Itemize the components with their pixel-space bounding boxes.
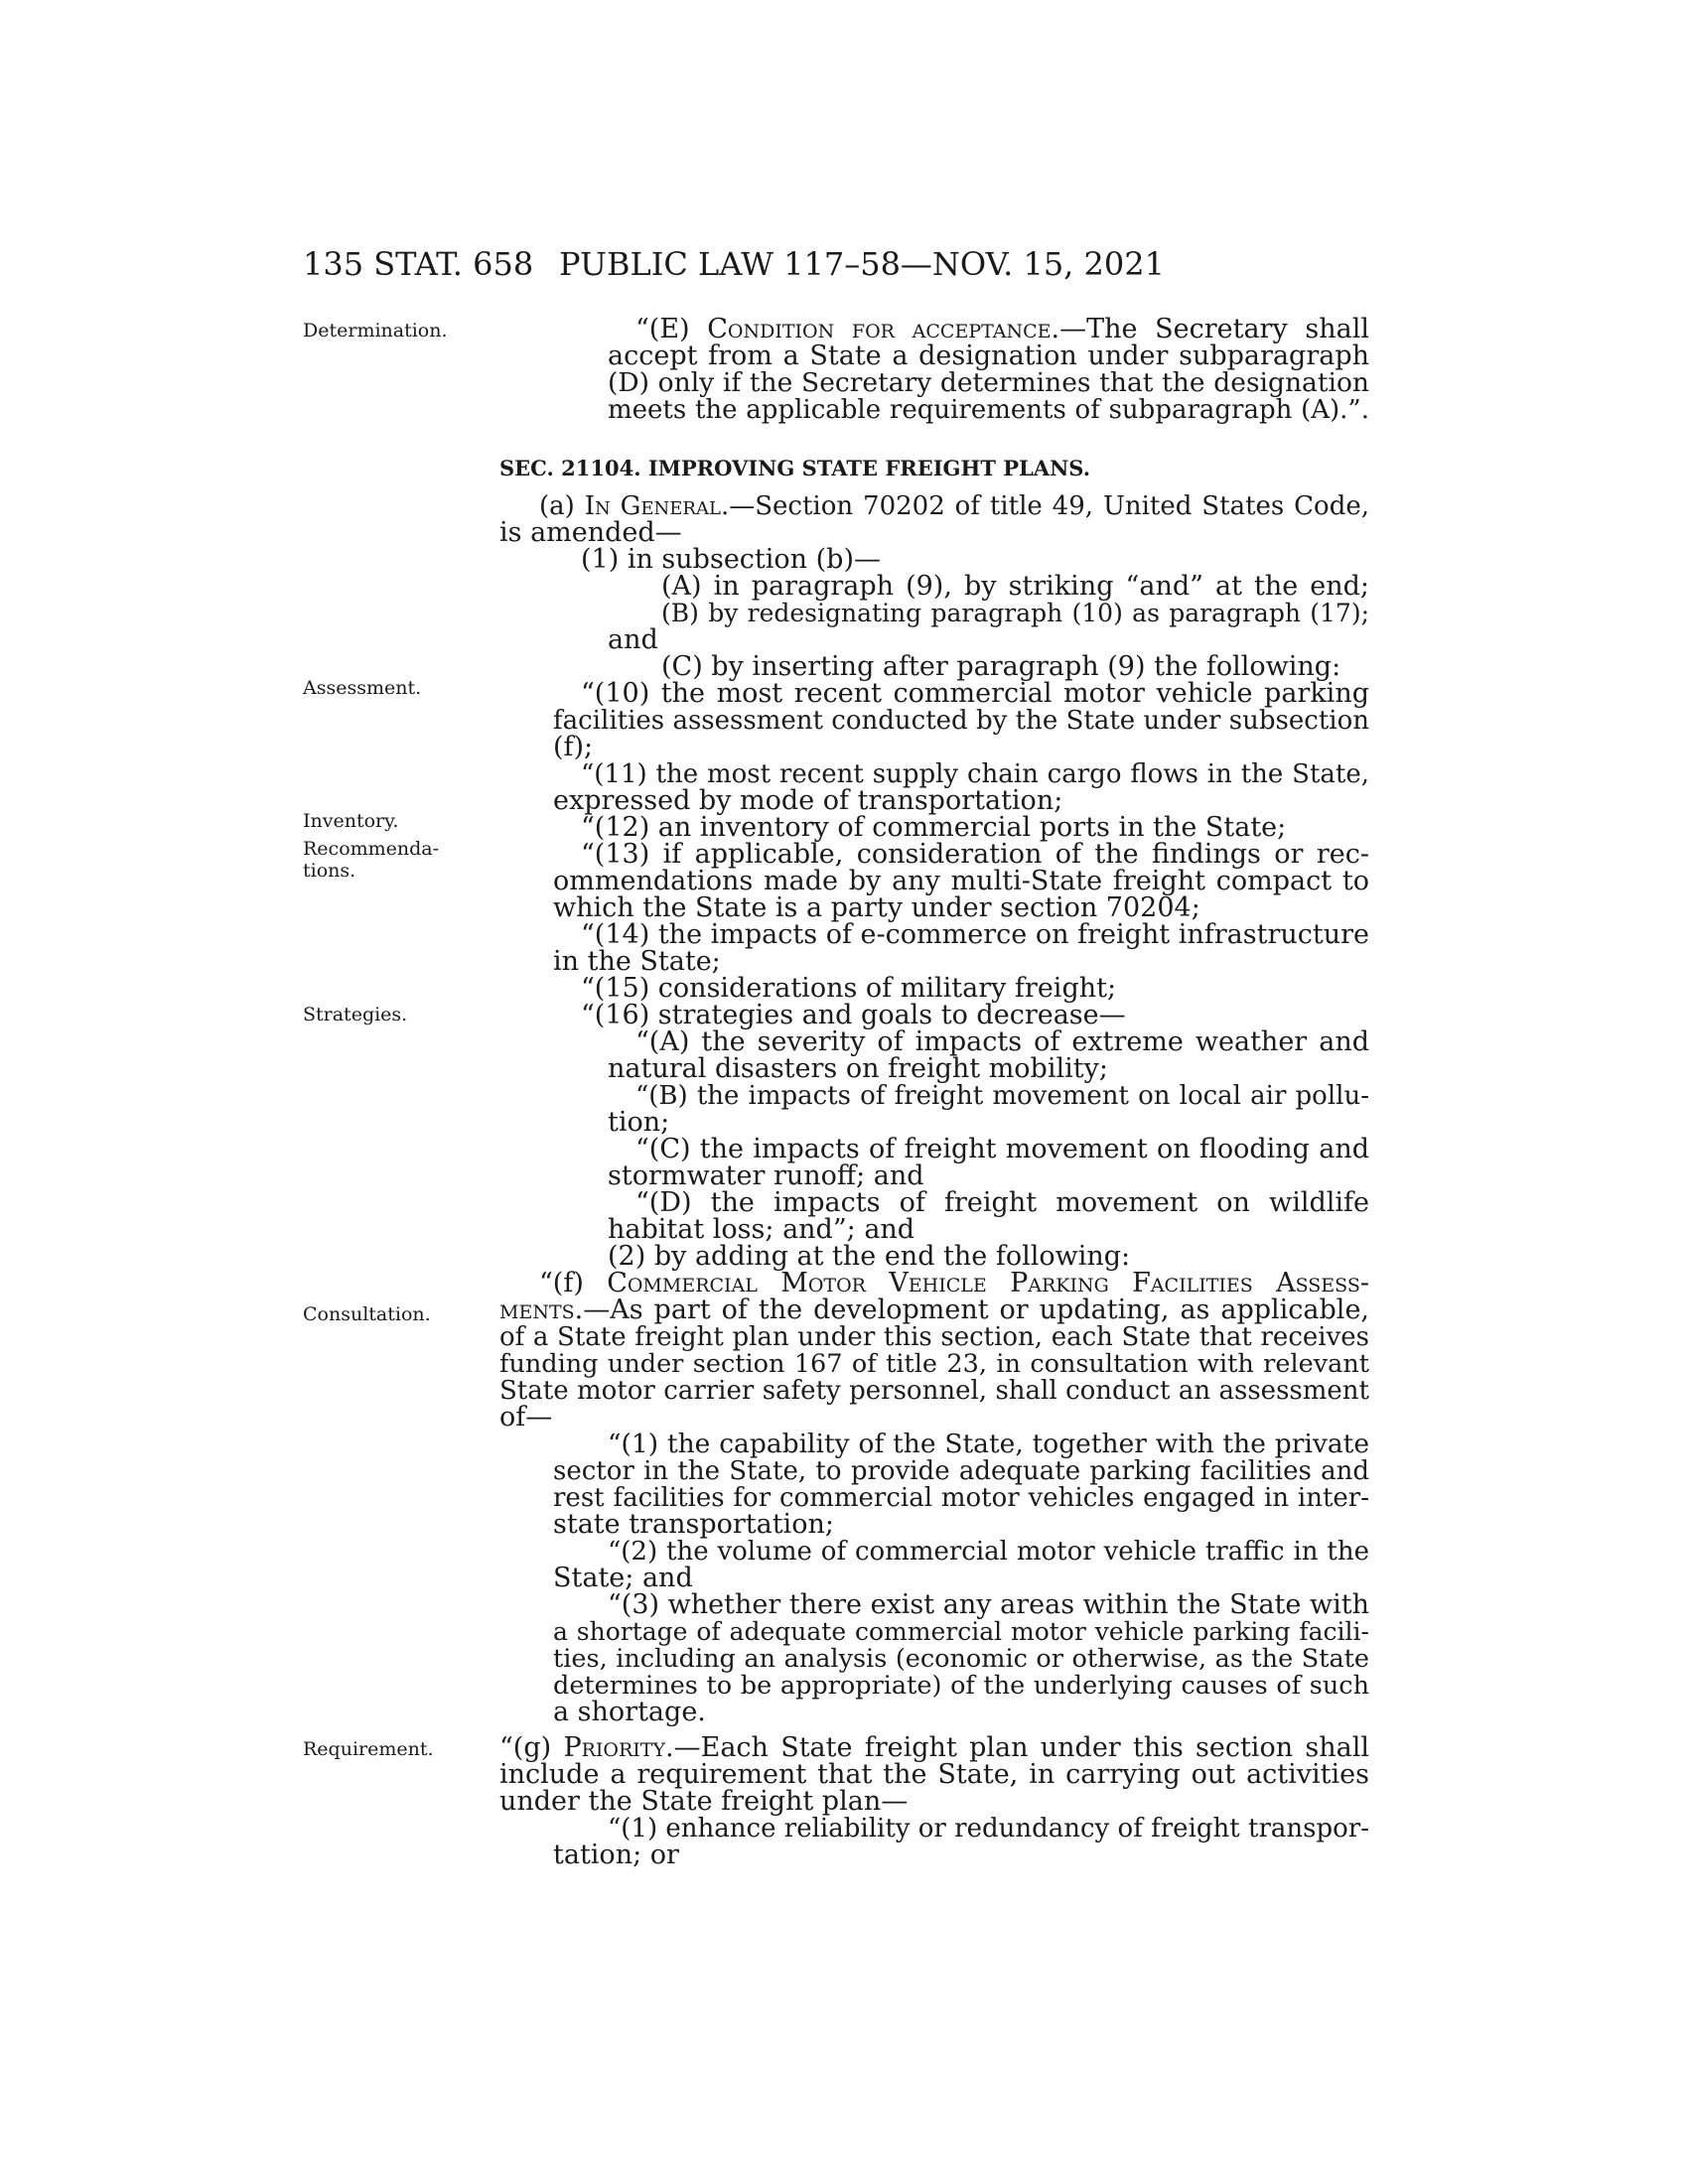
text-run: .—As part of the development or updating, as applicable,: [574, 1297, 1369, 1324]
margin-note-assessment: Assessment.: [303, 677, 422, 699]
text-line: of a State freight plan under this section, each State that receives: [499, 1323, 1369, 1351]
text-line: meets the applicable requirements of subparagraph (A).”.: [608, 396, 1369, 424]
text-line: funding under section 167 of title 23, in consultation with relevant: [499, 1350, 1369, 1378]
public-law-header: PUBLIC LAW 117–58—NOV. 15, 2021: [559, 245, 1165, 283]
text-run: “(g): [499, 1734, 564, 1762]
text-line: “(C) the impacts of freight movement on flooding and: [635, 1136, 1369, 1163]
text-line: “(2) the volume of commercial motor vehicle traffic in the: [608, 1538, 1369, 1566]
text-line: “(13) if applicable, consideration of the findings or rec-: [581, 841, 1369, 869]
text-run: .—Each State freight plan under this section shall: [665, 1734, 1369, 1762]
text-line: “(10) the most recent commercial motor vehicle parking: [581, 680, 1369, 708]
text-line: (A) in paragraph (9), by striking “and” at the end;: [661, 573, 1369, 601]
text-line: “(16) strategies and goals to decrease—: [581, 1002, 1126, 1029]
margin-note-recommendations: Recommenda-: [303, 838, 440, 860]
text-line: tion;: [608, 1109, 670, 1137]
text-line: is amended—: [499, 519, 682, 547]
small-caps-run: Priority: [563, 1734, 666, 1762]
text-line: facilities assessment conducted by the State under subsection: [553, 707, 1369, 735]
small-caps-run: Commercial Motor Vehicle Parking Facilities Assess-: [607, 1270, 1369, 1297]
text-line: State motor carrier safety personnel, shall conduct an assessment: [499, 1377, 1369, 1405]
margin-note-recommendations-cont: tions.: [303, 860, 356, 882]
text-line: (2) by adding at the end the following:: [608, 1243, 1131, 1271]
text-line: ties, including an analysis (economic or otherwise, as the State: [553, 1645, 1369, 1673]
text-line: include a requirement that the State, in carrying out activities: [499, 1761, 1369, 1789]
text-run: (a): [539, 492, 585, 520]
margin-note-consultation: Consultation.: [303, 1303, 431, 1325]
text-line: sector in the State, to provide adequate parking facilities and: [553, 1457, 1369, 1485]
small-caps-run: Condition for acceptance: [707, 316, 1052, 343]
text-line: (B) by redesignating paragraph (10) as paragraph (17);: [661, 600, 1369, 627]
text-line: “(A) the severity of impacts of extreme weather and: [635, 1028, 1369, 1056]
text-line: (C) by inserting after paragraph (9) the following:: [661, 653, 1341, 681]
text-line: “(1) enhance reliability or redundancy of freight transpor-: [608, 1815, 1369, 1843]
text-line: stormwater runoff; and: [608, 1162, 924, 1190]
margin-note-determination: Determination.: [303, 320, 448, 341]
text-line: habitat loss; and”; and: [608, 1216, 915, 1244]
text-line: in the State;: [553, 948, 721, 976]
text-line: [539, 1270, 1369, 1297]
text-line: and: [608, 626, 658, 654]
text-line: “(15) considerations of military freight;: [581, 975, 1117, 1003]
text-line: [499, 1734, 1369, 1762]
text-line: a shortage of adequate commercial motor vehicle parking facili-: [553, 1618, 1369, 1646]
text-line: natural disasters on freight mobility;: [608, 1055, 1108, 1083]
small-caps-run: ments: [499, 1297, 575, 1324]
text-line: (f);: [553, 734, 594, 761]
text-line: rest facilities for commercial motor vehicles engaged in inter-: [553, 1484, 1369, 1512]
text-line: of—: [499, 1404, 553, 1432]
text-line: (D) only if the Secretary determines that the designation: [608, 369, 1369, 397]
text-line: expressed by mode of transportation;: [553, 787, 1063, 815]
text-run: “(E): [635, 316, 708, 343]
margin-note-inventory: Inventory.: [303, 810, 399, 832]
margin-note-strategies: Strategies.: [303, 1004, 408, 1025]
text-line: (1) in subsection (b)—: [581, 546, 881, 574]
stat-page-number: 135 STAT. 658: [303, 245, 534, 283]
text-line: [635, 316, 1369, 343]
text-run: .—Section 70202 of title 49, United States Code,: [720, 492, 1369, 520]
text-line: “(12) an inventory of commercial ports in the State;: [581, 814, 1287, 842]
small-caps-run: In General: [584, 492, 721, 520]
margin-note-requirement: Requirement.: [303, 1738, 434, 1760]
text-line: “(D) the impacts of freight movement on wildlife: [635, 1189, 1369, 1217]
text-line: [499, 1297, 1369, 1324]
text-run: .—The Secretary shall: [1051, 316, 1369, 343]
text-line: tation; or: [553, 1842, 679, 1869]
text-line: which the State is a party under section 70204;: [553, 894, 1200, 922]
text-line: “(14) the impacts of e-commerce on freight infrastructure: [581, 921, 1369, 949]
text-line: under the State freight plan—: [499, 1788, 909, 1816]
text-line: accept from a State a designation under subparagraph: [608, 342, 1369, 370]
text-run: “(f): [539, 1270, 608, 1297]
text-line: ommendations made by any multi-State freight compact to: [553, 868, 1369, 895]
text-line: State; and: [553, 1565, 693, 1592]
text-line: “(3) whether there exist any areas within the State with: [608, 1591, 1369, 1619]
text-line: determines to be appropriate) of the underlying causes of such: [553, 1672, 1369, 1700]
text-line: a shortage.: [553, 1699, 706, 1726]
text-line: “(B) the impacts of freight movement on local air pollu-: [635, 1082, 1369, 1110]
text-line: “(1) the capability of the State, together with the private: [608, 1431, 1369, 1458]
text-line: [539, 492, 1369, 520]
text-line: state transportation;: [553, 1511, 834, 1539]
text-line: “(11) the most recent supply chain cargo flows in the State,: [581, 760, 1369, 788]
section-heading: SEC. 21104. IMPROVING STATE FREIGHT PLANS.: [499, 456, 1091, 480]
